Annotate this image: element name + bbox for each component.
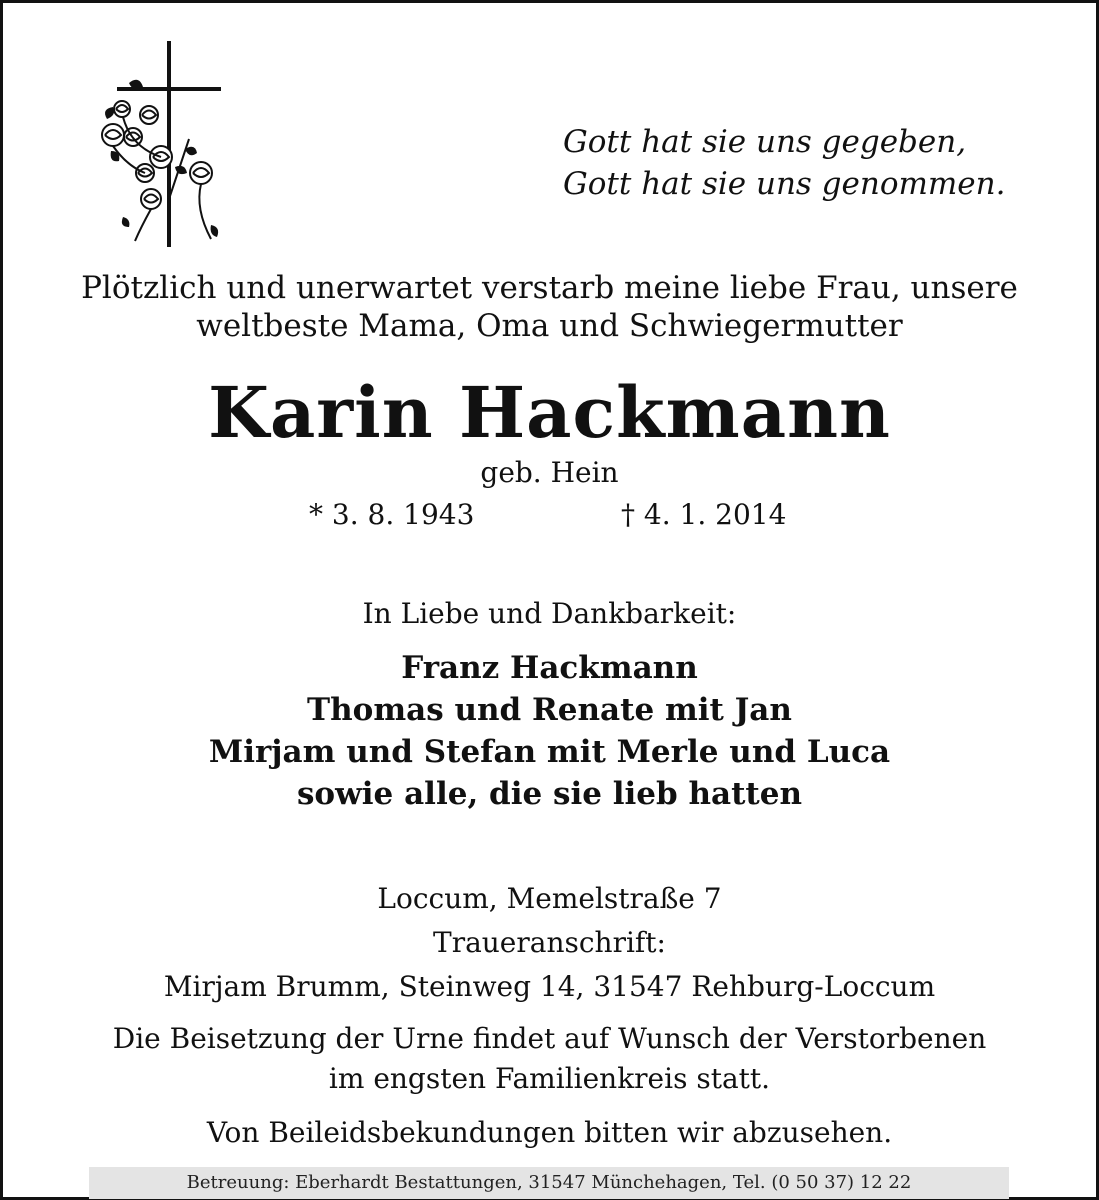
mourner-line: sowie alle, die sie lieb hatten [296, 776, 803, 812]
funeral-home-footer: Betreuung: Eberhardt Bestattungen, 31547 Münchehagen, Tel. (0 50 37) 12 22 [89, 1167, 1009, 1199]
birth-date: * 3. 8. 1943 [309, 498, 475, 531]
intro-line: weltbeste Mama, Oma und Schwiegermutter [196, 308, 903, 344]
intro-line: Plötzlich und unerwartet verstarb meine liebe Frau, unsere [81, 270, 1018, 306]
cross-with-roses-icon [89, 39, 239, 249]
residence-address: Loccum, Memelstraße 7 [377, 882, 722, 915]
condolence-notice: Von Beileidsbekundungen bitten wir abzusehen. [206, 1116, 893, 1149]
deceased-name: Karin Hackmann [208, 371, 891, 454]
mourners-heading: In Liebe und Dankbarkeit: [362, 597, 737, 630]
memorial-quote [563, 121, 1013, 205]
burial-line: im engsten Familienkreis statt. [328, 1062, 771, 1095]
death-date: † 4. 1. 2014 [621, 498, 787, 531]
intro-text [3, 269, 1096, 345]
mourning-address: Mirjam Brumm, Steinweg 14, 31547 Rehburg-Loccum [163, 970, 936, 1003]
quote-line: Gott hat sie uns genommen. [563, 166, 1006, 202]
mourners-list [3, 647, 1096, 815]
mourning-address-label: Traueranschrift: [433, 926, 666, 959]
burial-line: Die Beisetzung der Urne findet auf Wunsch der Verstorbenen [112, 1022, 987, 1055]
quote-line: Gott hat sie uns gegeben, [563, 124, 967, 160]
mourner-line: Thomas und Renate mit Jan [307, 692, 792, 728]
mourner-line: Franz Hackmann [401, 650, 698, 686]
address-block [3, 877, 1096, 1009]
maiden-name: geb. Hein [480, 456, 619, 489]
mourner-line: Mirjam und Stefan mit Merle und Luca [208, 734, 891, 770]
burial-notice [3, 1019, 1096, 1099]
